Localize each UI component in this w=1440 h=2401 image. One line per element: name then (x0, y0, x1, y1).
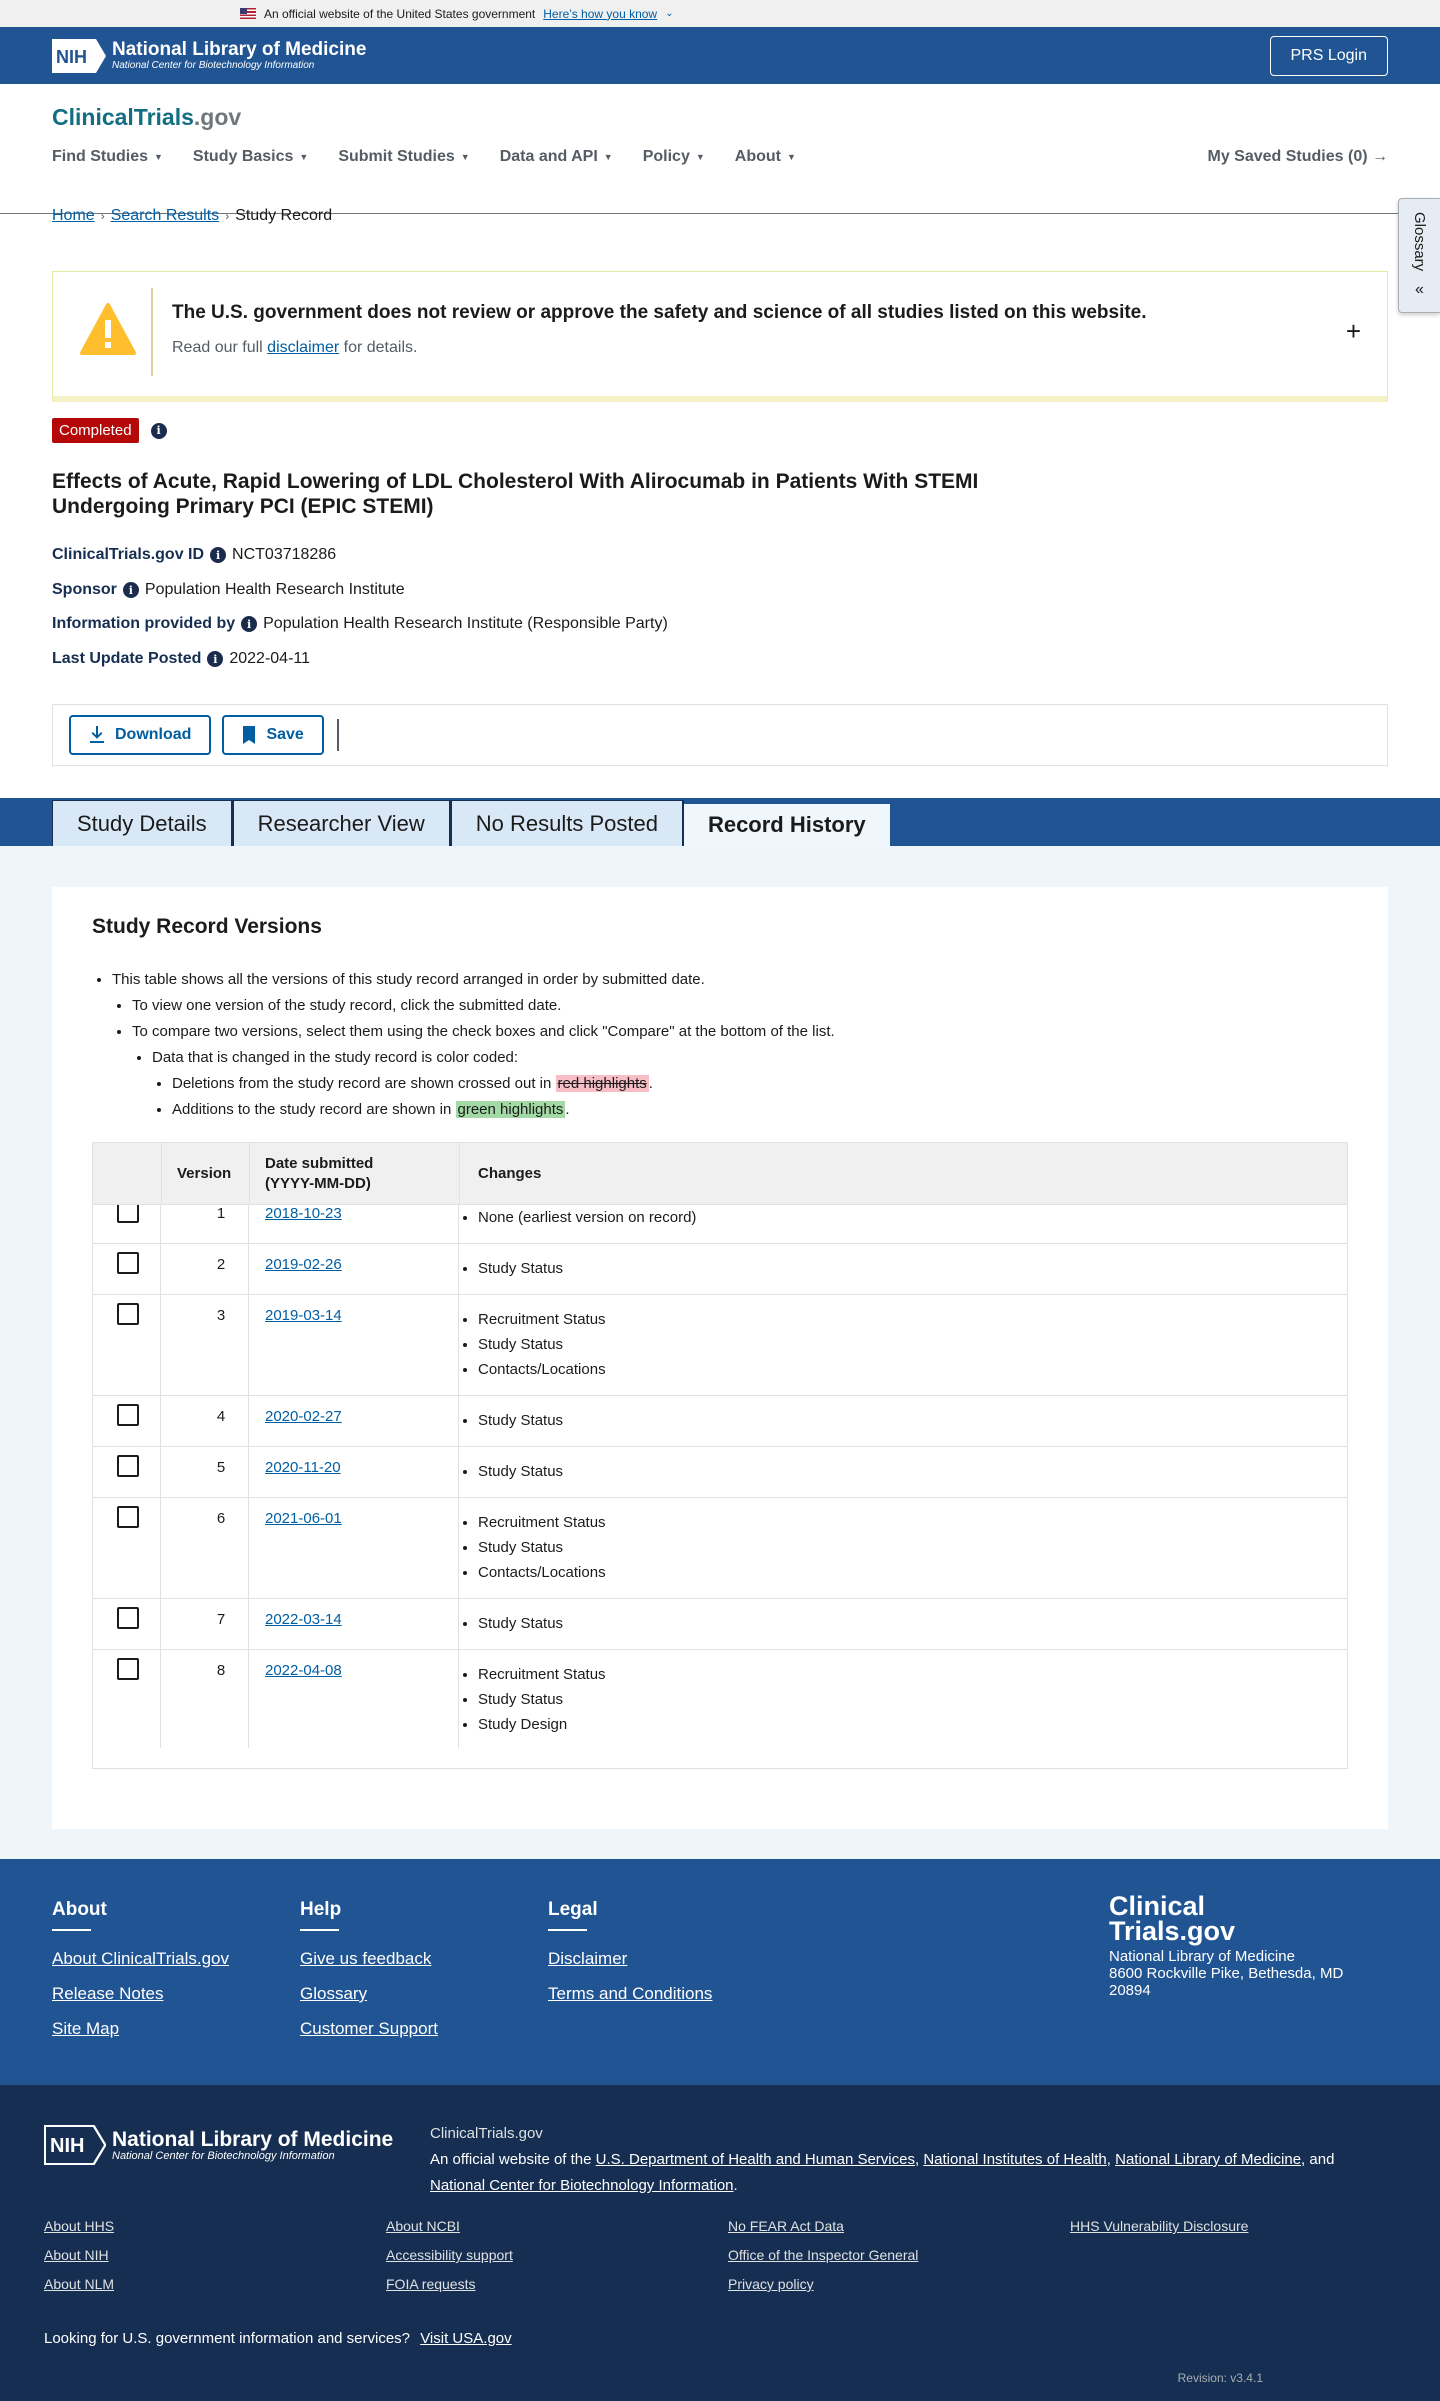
table-row (93, 1498, 1347, 1599)
arrow-right-icon: → (1372, 148, 1388, 165)
status-badge: Completed (52, 418, 139, 443)
change-item: • None (earliest version on record) (478, 1205, 696, 1230)
breadcrumb (52, 207, 332, 225)
table-row (93, 1599, 1347, 1650)
gov-banner (0, 0, 1440, 27)
chevron-down-icon: ▼ (460, 152, 470, 162)
status-row (52, 418, 167, 443)
footer-link-release-notes[interactable]: Release Notes (52, 1984, 164, 2003)
note-item: • This table shows all the versions of this study record arranged in order by submitted date. (112, 967, 835, 993)
info-icon[interactable]: i (241, 616, 257, 632)
col-changes: Changes (478, 1165, 542, 1182)
link-about-nlm[interactable]: About NLM (44, 2276, 115, 2292)
nav-data-and-api[interactable]: Data and API ▼ (499, 148, 613, 165)
study-title: Effects of Acute, Rapid Lowering of LDL Cholesterol With Alirocumab in Patients With STEMI Undergoing Primary PCI (EPIC STEMI) (52, 470, 979, 518)
version-changes (478, 1307, 606, 1382)
green-highlight-sample: green highlights (457, 1101, 564, 1118)
tab-no-results-posted[interactable]: No Results Posted (451, 800, 684, 846)
change-item: • Study Status (478, 1332, 606, 1357)
prs-login-button[interactable]: PRS Login (1270, 36, 1389, 76)
info-icon[interactable]: i (151, 423, 167, 439)
meta-id (52, 546, 336, 564)
footer-bottom (0, 2085, 1440, 2401)
link-ncbi[interactable]: National Center for Biotechnology Information (430, 2177, 734, 2194)
footer-brand-1: Clinical (1109, 1891, 1206, 1921)
version-number: 6 (216, 1510, 226, 1527)
meta-update-value: 2022-04-11 (229, 650, 311, 667)
footer-official-text: ClinicalTrials.gov An official website of the U.S. Department of Health and Human Services, National Institutes of Health, National Library of Medicine, and National Center for Biotechnology Information. (430, 2125, 1335, 2194)
footer-legal-heading: Legal (548, 1899, 598, 1920)
footer-link-feedback[interactable]: Give us feedback (300, 1949, 432, 1968)
chevron-right-icon: › (225, 209, 230, 223)
link-about-nih[interactable]: About NIH (44, 2247, 109, 2263)
meta-id-label: ClinicalTrials.gov ID (52, 546, 205, 563)
svg-text:NIH: NIH (50, 2135, 85, 2157)
meta-provided-by (52, 615, 668, 633)
change-item: • Recruitment Status (478, 1307, 606, 1332)
action-bar (52, 704, 1388, 766)
glossary-tab[interactable] (1398, 198, 1440, 313)
site-header (0, 84, 1440, 214)
footer-link-glossary[interactable]: Glossary (300, 1984, 368, 2003)
version-date-link[interactable]: 2021-06-01 (265, 1510, 342, 1527)
nih-header (0, 27, 1440, 84)
disclaimer-alert (52, 271, 1388, 402)
link-about-ncbi[interactable]: About NCBI (386, 2218, 460, 2234)
meta-provided-label: Information provided by (52, 615, 236, 632)
table-row (93, 1396, 1347, 1447)
chevron-right-icon: › (100, 209, 105, 223)
revision-label: Revision: v3.4.1 (1177, 2371, 1263, 2385)
footer-link-support[interactable]: Customer Support (300, 2019, 438, 2038)
footer-nlm-title: National Library of Medicine (112, 2127, 394, 2151)
change-item: • Contacts/Locations (478, 1560, 606, 1585)
compare-checkbox[interactable] (117, 1205, 139, 1223)
footer-nlm-logo[interactable] (44, 2125, 393, 2165)
meta-sponsor-label: Sponsor (52, 581, 117, 598)
my-saved-studies-link[interactable]: My Saved Studies (0) → (1207, 148, 1388, 165)
versions-heading: Study Record Versions (92, 915, 322, 938)
change-item: • Study Status (478, 1408, 563, 1433)
footer-top (0, 1859, 1440, 2085)
visit-usa-gov-link[interactable]: Visit USA.gov (420, 2330, 512, 2347)
meta-id-value: NCT03718286 (232, 546, 337, 563)
change-item: • Study Status (478, 1459, 563, 1484)
version-changes (478, 1205, 696, 1230)
tab-researcher-view[interactable]: Researcher View (233, 800, 451, 846)
nav-submit-studies[interactable]: Submit Studies ▼ (338, 148, 470, 165)
red-highlight-sample: red highlights (557, 1075, 647, 1092)
meta-sponsor (52, 581, 405, 599)
bookmark-icon (242, 726, 256, 744)
disclaimer-title: The U.S. government does not review or approve the safety and science of all studies listed on this website. (172, 302, 1147, 323)
version-changes (478, 1611, 563, 1636)
footer-link-site-map[interactable]: Site Map (52, 2019, 120, 2038)
version-date-link[interactable]: 2020-11-20 (265, 1459, 341, 1476)
info-icon[interactable]: i (210, 547, 226, 563)
nlm-subtitle: National Center for Biotechnology Information (112, 60, 315, 71)
glossary-label: Glossary (1411, 211, 1428, 272)
tab-record-history[interactable]: Record History (684, 804, 890, 846)
change-item: • Study Status (478, 1611, 563, 1636)
warning-icon (80, 302, 136, 358)
note-item: • To view one version of the study record, click the submitted date. (132, 993, 835, 1019)
version-number: 8 (216, 1662, 226, 1679)
tab-band (0, 798, 1440, 846)
main-nav (52, 148, 826, 166)
chevron-down-icon: ▼ (603, 152, 613, 162)
note-item-additions: • Additions to the study record are shown in green highlights . (172, 1097, 835, 1123)
version-date-link[interactable]: 2019-02-26 (265, 1256, 342, 1273)
compare-checkbox[interactable] (117, 1506, 139, 1528)
breadcrumb-current: Study Record (235, 207, 333, 224)
version-date-link[interactable]: 2019-03-14 (265, 1307, 342, 1324)
footer-help-col (300, 1899, 438, 2054)
meta-update-label: Last Update Posted (52, 650, 202, 667)
nav-about[interactable]: About ▼ (734, 148, 796, 165)
footer-help-heading: Help (300, 1899, 342, 1920)
disclaimer-body: Read our full disclaimer for details. (172, 339, 418, 356)
change-item: • Study Design (478, 1712, 606, 1737)
version-number: 3 (216, 1307, 226, 1324)
nlm-logo[interactable] (52, 39, 366, 73)
footer-about-heading: About (52, 1899, 107, 1920)
footer-link-disclaimer[interactable]: Disclaimer (548, 1949, 628, 1968)
compare-checkbox[interactable] (117, 1658, 139, 1680)
link-about-hhs[interactable]: About HHS (44, 2218, 115, 2234)
logo-main: ClinicalTrials (52, 104, 194, 130)
version-date-link[interactable]: 2022-03-14 (265, 1611, 342, 1628)
version-changes (478, 1256, 563, 1281)
change-item: • Recruitment Status (478, 1662, 606, 1687)
version-number: 4 (216, 1408, 226, 1425)
info-icon[interactable]: i (207, 651, 223, 667)
footer-about-col (52, 1899, 229, 2054)
note-item: • Data that is changed in the study record is color coded: (152, 1045, 835, 1071)
table-row (93, 1244, 1347, 1295)
link-foia[interactable]: FOIA requests (386, 2276, 476, 2292)
table-row (93, 1447, 1347, 1498)
breadcrumb-search-results[interactable]: Search Results (110, 207, 220, 224)
table-body (93, 1205, 1347, 1748)
tabs (52, 798, 890, 846)
link-accessibility[interactable]: Accessibility support (386, 2247, 513, 2263)
us-flag-icon (240, 8, 256, 19)
clinicaltrials-logo[interactable] (52, 104, 241, 131)
logo-suffix: .gov (193, 104, 242, 130)
note-item-deletions: • Deletions from the study record are shown crossed out in red highlights . (172, 1071, 835, 1097)
version-date-link[interactable]: 2020-02-27 (265, 1408, 342, 1425)
change-item: • Contacts/Locations (478, 1357, 606, 1382)
chevron-down-icon: ⌄ (665, 8, 674, 19)
version-number: 7 (216, 1611, 226, 1628)
change-item: • Study Status (478, 1535, 606, 1560)
compare-checkbox[interactable] (117, 1303, 139, 1325)
version-date-link[interactable]: 2018-10-23 (265, 1205, 342, 1222)
save-button[interactable]: Save (222, 715, 323, 755)
note-item: • To compare two versions, select them using the check boxes and click "Compare" at the bottom of the list. (132, 1019, 835, 1045)
nav-find-studies[interactable]: Find Studies ▼ (52, 148, 163, 165)
table-row (93, 1295, 1347, 1396)
chevron-down-icon: ▼ (154, 152, 163, 162)
double-chevron-left-icon: « (1415, 281, 1424, 299)
change-item: • Study Status (478, 1256, 563, 1281)
footer-legal-col (548, 1899, 712, 2019)
record-versions-card (52, 887, 1388, 1829)
version-number: 1 (216, 1205, 226, 1222)
link-privacy[interactable]: Privacy policy (728, 2276, 814, 2292)
compare-checkbox[interactable] (117, 1252, 139, 1274)
link-inspector-general[interactable]: Office of the Inspector General (728, 2247, 919, 2263)
table-row (93, 1205, 1347, 1244)
footer-link-about-ct[interactable]: About ClinicalTrials.gov (52, 1949, 229, 1968)
version-changes (478, 1510, 606, 1585)
nih-badge-icon (52, 39, 106, 73)
meta-provided-value: Population Health Research Institute (Responsible Party) (263, 615, 668, 632)
link-nih[interactable]: National Institutes of Health (923, 2151, 1107, 2168)
breadcrumb-home[interactable]: Home (52, 207, 95, 224)
nav-study-basics[interactable]: Study Basics ▼ (192, 148, 309, 165)
compare-checkbox[interactable] (117, 1607, 139, 1629)
link-nlm[interactable]: National Library of Medicine (1115, 2151, 1302, 2168)
meta-sponsor-value: Population Health Research Institute (144, 581, 405, 598)
versions-table (92, 1142, 1348, 1769)
version-changes (478, 1662, 606, 1737)
nlm-title: National Library of Medicine (112, 39, 367, 60)
version-changes (478, 1459, 563, 1484)
nih-badge-icon (44, 2125, 106, 2165)
versions-notes (92, 967, 835, 1123)
tab-study-details[interactable]: Study Details (52, 800, 233, 846)
footer-address: National Library of Medicine 8600 Rockville Pike, Bethesda, MD 20894 (1109, 1948, 1344, 1999)
footer-link-terms[interactable]: Terms and Conditions (548, 1984, 713, 2003)
disclaimer-divider (151, 288, 153, 376)
link-vulnerability[interactable]: HHS Vulnerability Disclosure (1070, 2218, 1249, 2234)
change-item: • Study Status (478, 1687, 606, 1712)
table-header (93, 1143, 1347, 1205)
info-icon[interactable]: i (123, 582, 139, 598)
link-hhs[interactable]: U.S. Department of Health and Human Services (595, 2151, 915, 2168)
link-no-fear[interactable]: No FEAR Act Data (728, 2218, 844, 2234)
usa-gov-line: Looking for U.S. government information and services? Visit USA.gov (44, 2330, 512, 2347)
compare-checkbox[interactable] (117, 1404, 139, 1426)
compare-checkbox[interactable] (117, 1455, 139, 1477)
version-changes (478, 1408, 563, 1433)
expand-plus-icon[interactable]: + (1345, 316, 1361, 346)
download-icon (89, 726, 105, 744)
download-button[interactable]: Download (69, 715, 211, 755)
chevron-down-icon: ▼ (786, 152, 796, 162)
version-number: 2 (216, 1256, 226, 1273)
version-number: 5 (216, 1459, 226, 1476)
footer-brand (1109, 1891, 1344, 1999)
change-item: • Recruitment Status (478, 1510, 606, 1535)
heres-how-you-know-link[interactable]: Here’s how you know (543, 6, 658, 21)
chevron-down-icon: ▼ (299, 152, 309, 162)
footer-nlm-subtitle: National Center for Biotechnology Information (112, 2149, 335, 2162)
table-row (93, 1650, 1347, 1748)
footer-brand-2: Trials.gov (1109, 1916, 1236, 1946)
disclaimer-link[interactable]: disclaimer (267, 339, 340, 356)
gov-banner-text: An official website of the United States government (264, 6, 536, 21)
meta-last-update (52, 650, 310, 668)
version-date-link[interactable]: 2022-04-08 (265, 1662, 342, 1679)
nih-badge-text: NIH (56, 46, 87, 67)
action-divider (337, 719, 339, 751)
col-version: Version (177, 1165, 232, 1182)
nav-policy[interactable]: Policy ▼ (642, 148, 705, 165)
col-date: Date submitted (YYYY-MM-DD) (265, 1155, 374, 1192)
chevron-down-icon: ▼ (695, 152, 705, 162)
